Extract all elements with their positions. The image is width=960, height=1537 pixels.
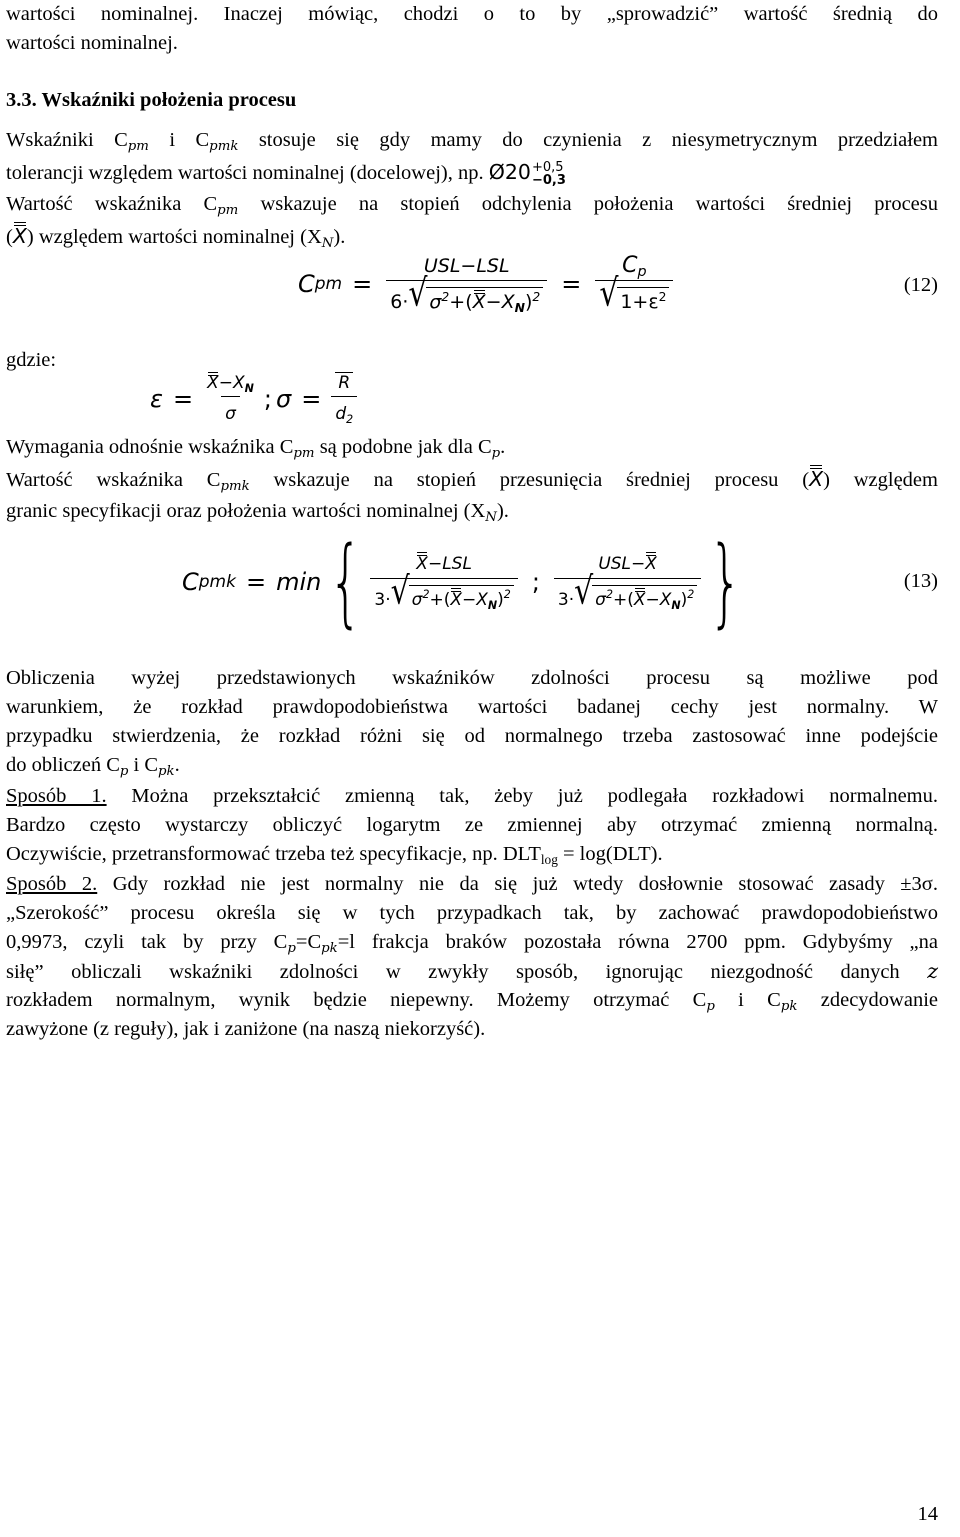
- section-heading: 3.3. Wskaźniki położenia procesu: [6, 89, 297, 111]
- text-line-2: wartości nominalnej.: [6, 32, 178, 54]
- method-2-line-3: 0,9973, czyli tak by przy $C_p=C_{pk}=l$ frakcja braków pozostała równa 2700 ppm. Gdybyśmy „na: [6, 931, 938, 956]
- gdzie-label: gdzie:: [6, 349, 57, 371]
- paragraph-6-line-3: przypadku stwierdzenia, że rozkład różni się od normalnego trzeba zastosować inne podejście: [6, 725, 938, 747]
- tolerance-value: Ø20: [488, 160, 531, 184]
- requirements-line: Wymagania odnośnie wskaźnika $C_{pm}$ są podobne jak dla $C_p$.: [6, 436, 506, 461]
- eq12-rhs-fraction: $C_p$ √ $1+\varepsilon^2$: [595, 254, 673, 314]
- paragraph-2-line-2: (X) względem wartości nominalnej $(X_N)$.: [6, 224, 346, 251]
- method-1-line-2: Bardzo często wystarczy obliczyć logarytm ze zmiennej aby otrzymać zmienną normalną.: [6, 814, 938, 836]
- method-2-line-2: „Szerokość” procesu określa się w tych przypadkach tak, by zachować prawdopodobieństwo: [6, 902, 938, 924]
- grand-mean-symbol: X: [13, 222, 27, 251]
- equation-13: C pmk = min { $\frac{\text{X−LSL}}{3\cdot√ \sigma^2+(X-X_N)^2}$ ; $\frac{\text{USL−X}}{3\cdot√ \sigma^2+(X-X_N)^2}$ }: [182, 530, 750, 634]
- paragraph-6-line-4: do obliczeń $C_p$ i $C_{pk}$.: [6, 754, 180, 779]
- paragraph-6-line-2: warunkiem, że rozkład prawdopodobieństwa wartości badanej cechy jest normalny. W: [6, 696, 938, 718]
- epsilon-fraction: $\frac{X-X_N}{\sigma}$: [207, 373, 254, 424]
- method-1-line-1: Sposób 1. Można przekształcić zmienną tak, żeby już podlegała rozkładowi normalnemu.: [6, 785, 938, 807]
- method-1-line-3: Oczywiście, przetransformować trzeba też specyfikacje, np. $DLT_{log} = \log(DLT)$.: [6, 843, 663, 867]
- eq12-main-fraction: $\frac{\text{USL−LSL}}{6\cdot√ \sigma^2+(X-X_N)^2}$: [386, 254, 547, 314]
- tolerance-limits: +0,5 −0,3: [531, 160, 566, 189]
- left-brace: {: [329, 526, 363, 638]
- page-number: 14: [917, 1503, 938, 1525]
- paragraph-4-line-2: granic specyfikacji oraz położenia wartości nominalnej $(X_N)$.: [6, 500, 509, 525]
- method-2-line-4: siłę” obliczali wskaźniki zdolności w zwykły sposób, ignorując niezgodność danych z: [6, 959, 938, 983]
- paragraph-6-line-1: Obliczenia wyżej przedstawionych wskaźników zdolności procesu są możliwe pod: [6, 667, 938, 689]
- equation-13-label: (13): [903, 570, 938, 592]
- text-line-1: wartości nominalnej. Inaczej mówiąc, chodzi o to by „sprowadzić” wartość średnią do: [6, 3, 938, 25]
- eq13-first-fraction: $\frac{\text{X−LSL}}{3\cdot√ \sigma^2+(X-X_N)^2}$: [370, 552, 517, 612]
- sigma-fraction: $\frac{R}{d_2}$: [331, 372, 357, 425]
- method-2-line-5: rozkładem normalnym, wynik będzie niepewny. Możemy otrzymać $C_p$ i $C_{pk}$ zdecydowanie: [6, 989, 938, 1014]
- eq13-second-fraction: $\frac{\text{USL−X}}{3\cdot√ \sigma^2+(X-X_N)^2}$: [554, 552, 701, 612]
- epsilon-sigma-definitions: ε = $\frac{X-X_N}{\sigma}$ ; σ = $\frac{R}{d_2}$: [150, 372, 357, 425]
- paragraph-1-line-1: Wskaźniki $C_{pm}$ i $C_{pmk}$ stosuje się gdy mamy do czynienia z niesymetrycznym przedziałem: [6, 129, 939, 154]
- equation-12: C pm = $\frac{\text{USL−LSL}}{6\cdot√ \sigma^2+(X-X_N)^2}$ = $C_p$ √ $1+\varepsilon^2$: [298, 254, 673, 314]
- paragraph-1-line-2: tolerancji względem wartości nominalnej (docelowej), np. Ø20 +0,5 −0,3: [6, 160, 566, 189]
- right-brace: }: [709, 526, 743, 638]
- method-2-line-1: Sposób 2. Gdy rozkład nie jest normalny nie da się już wtedy dosłownie stosować zasady ±3σ.: [6, 873, 938, 895]
- equation-12-label: (12): [903, 274, 938, 296]
- paragraph-4-line-1: Wartość wskaźnika $C_{pmk}$ wskazuje na stopień przesunięcia średniej procesu (X) względem: [6, 467, 938, 494]
- paragraph-2-line-1: Wartość wskaźnika $C_{pm}$ wskazuje na stopień odchylenia położenia wartości średniej procesu: [6, 193, 938, 218]
- method-2-line-6: zawyżone (z reguły), jak i zaniżone (na naszą niekorzyść).: [6, 1018, 486, 1040]
